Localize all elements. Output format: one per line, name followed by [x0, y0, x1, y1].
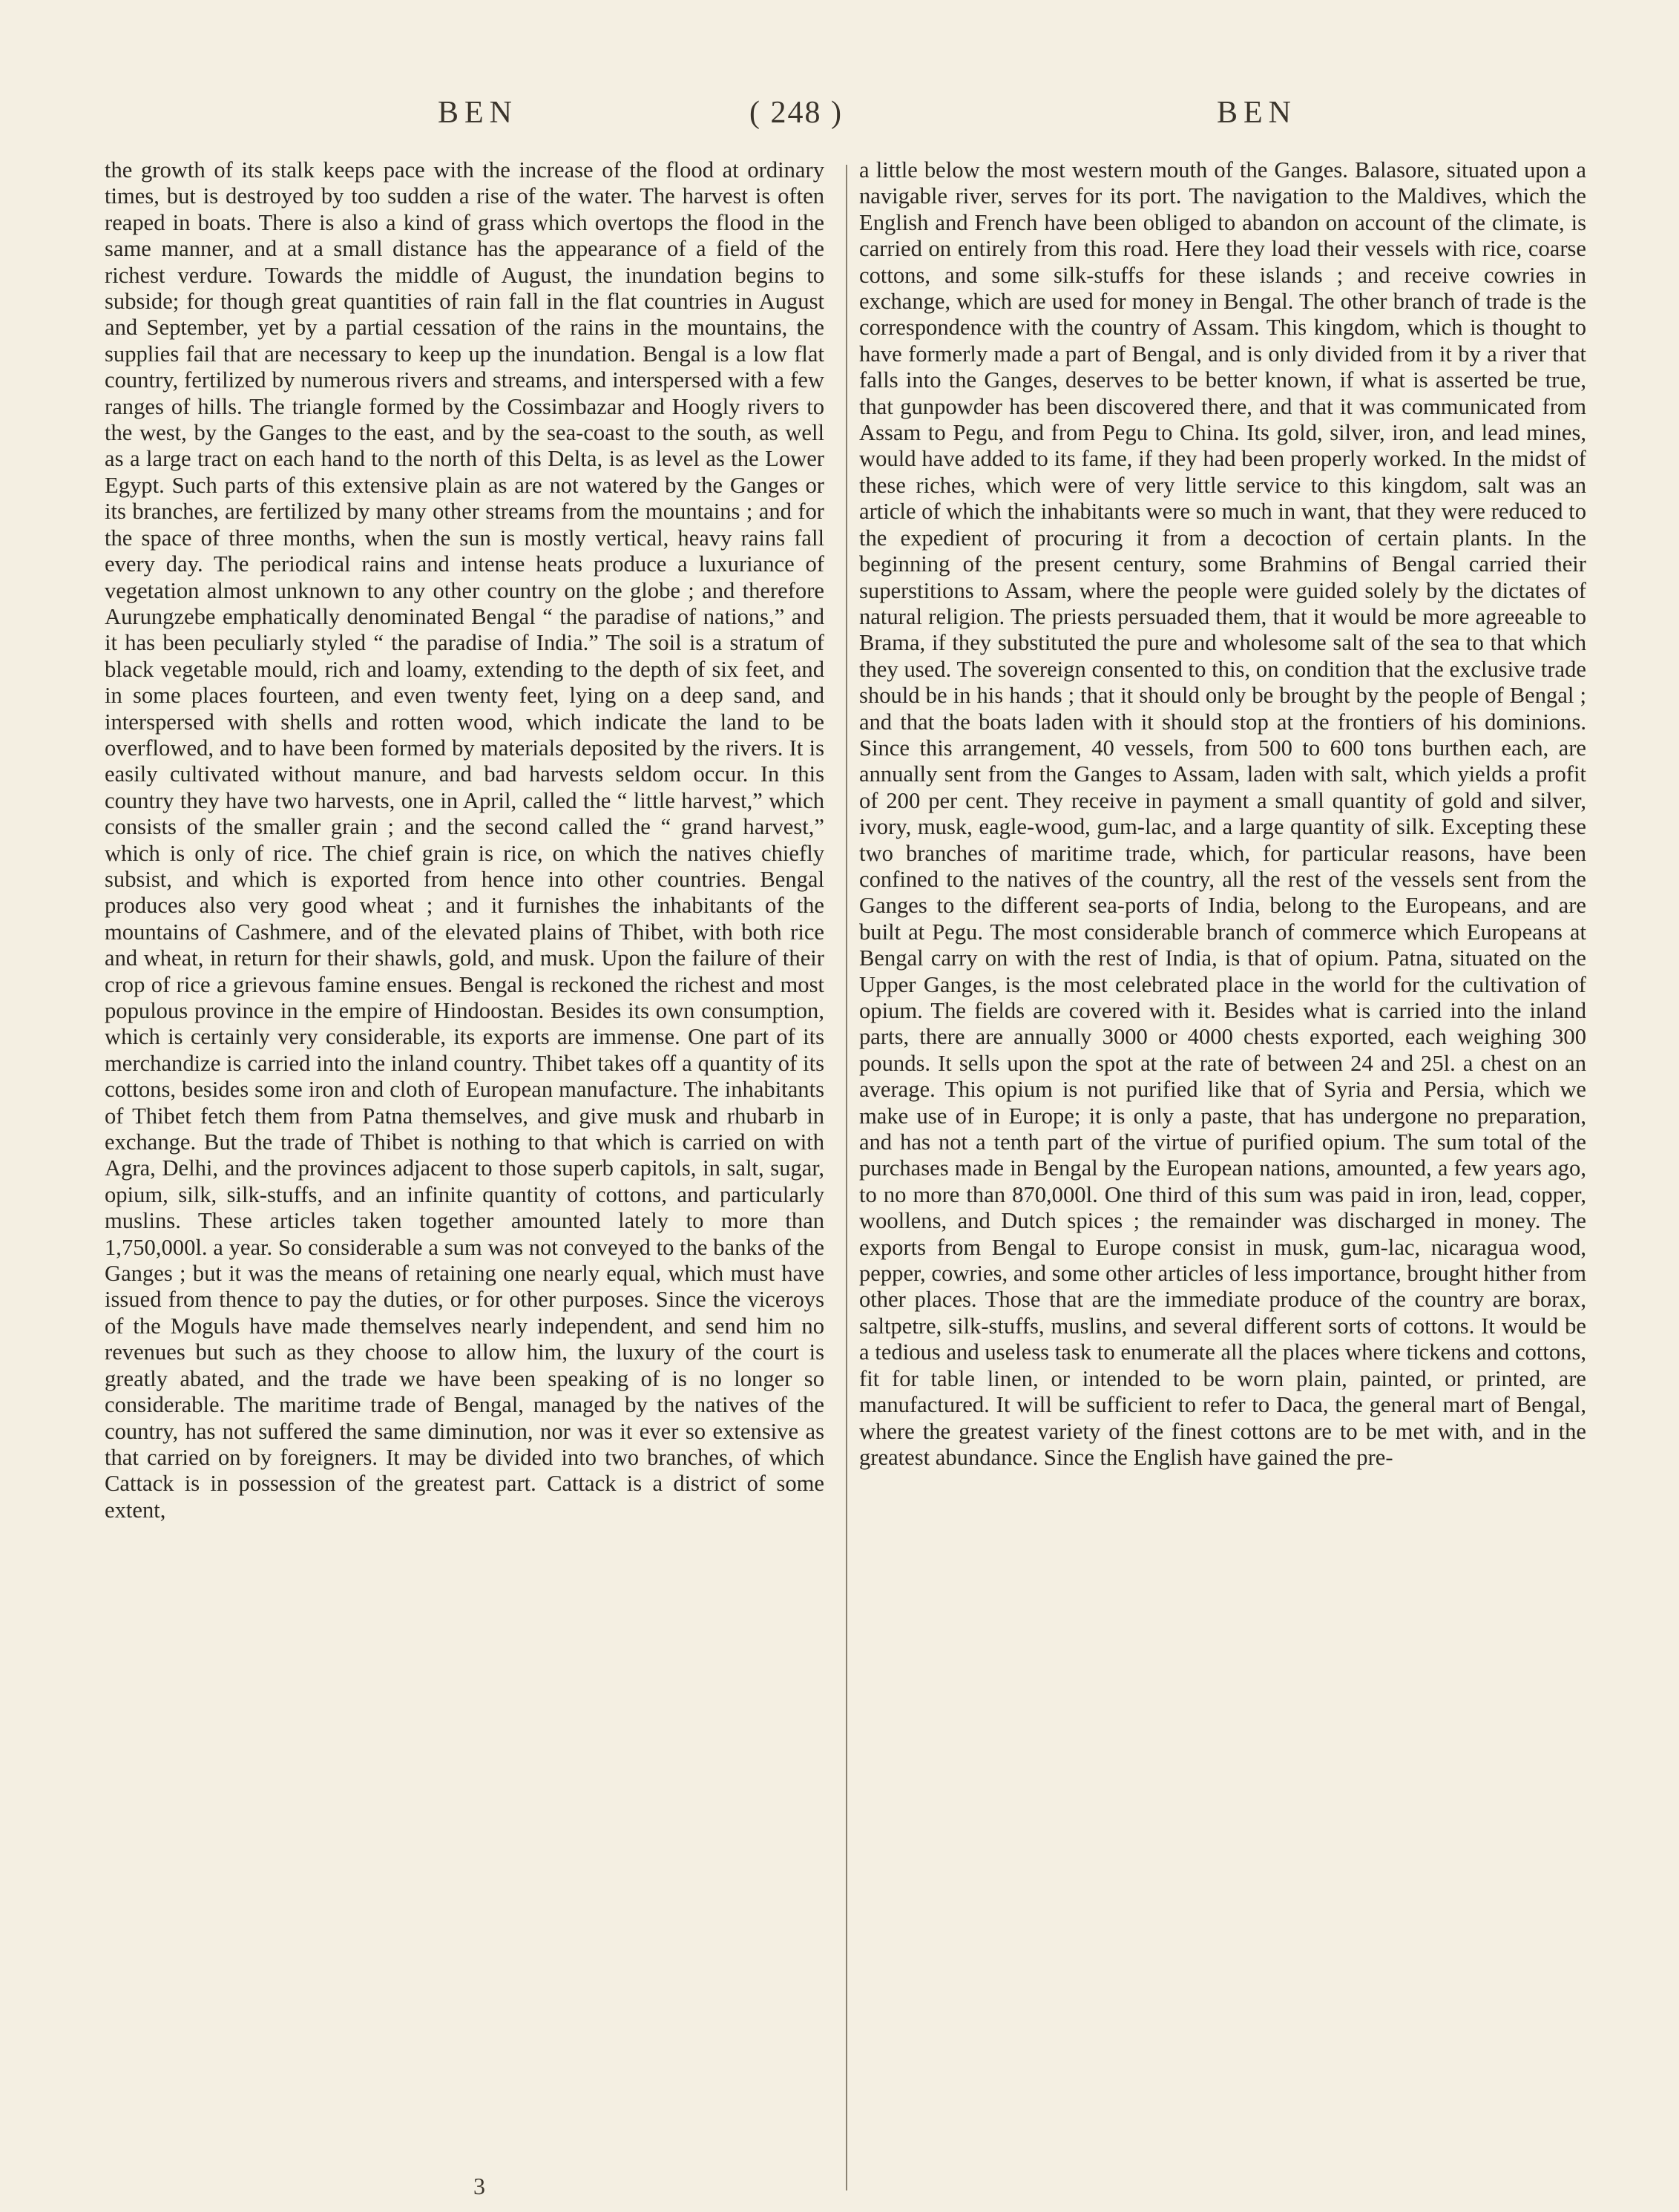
- left-column-text: the growth of its stalk keeps pace with the increase of the flood at ordinary times, but is destroyed by too sudden a rise of the water. The harvest is often reaped in boats. There is also a kind of grass which overtops the flood in the same manner, and at a small distance has the appearance of a field of the richest verdure. Towards the middle of August, the inundation begins to subside; for though great quantities of rain fall in the flat countries in August and September, yet by a partial cessation of the rains in the mountains, the supplies fail that are necessary to keep up the inundation. Bengal is a low flat country, fertilized by numerous rivers and streams, and interspersed with a few ranges of hills. The triangle formed by the Cossimbazar and Hoogly rivers to the west, by the Ganges to the east, and by the sea-coast to the south, as well as a large tract on each hand to the north of this Delta, is as level as the Lower Egypt. Such parts of this extensive plain as are not watered by the Ganges or its branches, are fertilized by many other streams from the mountains ; and for the space of three months, when the sun is mostly vertical, heavy rains fall every day. The periodical rains and intense heats produce a luxuriance of vegetation almost unknown to any other country on the globe ; and therefore Aurungzebe emphatically denominated Bengal “ the paradise of nations,” and it has been peculiarly styled “ the paradise of India.” The soil is a stratum of black vegetable mould, rich and loamy, extending to the depth of six feet, and in some places fourteen, and even twenty feet, lying on a deep sand, and interspersed with shells and rotten wood, which indicate the land to be overflowed, and to have been formed by materials deposited by the rivers. It is easily cultivated without manure, and bad harvests seldom occur. In this country they have two harvests, one in April, called the “ little harvest,” which consists of the smaller grain ; and the second called the “ grand harvest,” which is only of rice. The chief grain is rice, on which the natives chiefly subsist, and which is exported from hence into other countries. Bengal produces also very good wheat ; and it furnishes the inhabitants of the mountains of Cashmere, and of the elevated plains of Thibet, with both rice and wheat, in return for their shawls, gold, and musk. Upon the failure of their crop of rice a grievous famine ensues. Bengal is reckoned the richest and most populous province in the empire of Hindoostan. Besides its own consumption, which is certainly very considerable, its exports are immense. One part of its merchandize is carried into the inland country. Thibet takes off a quantity of its cottons, besides some iron and cloth of European manufacture. The inhabitants of Thibet fetch them from Patna themselves, and give musk and rhubarb in exchange. But the trade of Thibet is nothing to that which is carried on with Agra, Delhi, and the provinces adjacent to those superb capitols, in salt, sugar, opium, silk, silk-stuffs, and an infinite quantity of cottons, and particularly muslins. These articles taken together amounted lately to more than 1,750,000l. a year. So considerable a sum was not conveyed to the banks of the Ganges ; but it was the means of retaining one nearly equal, which must have issued from thence to pay the duties, or for other purposes. Since the viceroys of the Moguls have made themselves nearly independent, and send him no revenues but such as they choose to allow him, the luxury of the court is greatly abated, and the trade we have been speaking of is no longer so considerable. The maritime trade of Bengal, managed by the natives of the country, has not suffered the same diminution, nor was it ever so extensive as that carried on by foreigners. It may be divided into two branches, of which Cattack is in possession of the greatest part. Cattack is a district of some extent,: [105, 157, 824, 1523]
- header-left-title: BEN: [438, 96, 518, 130]
- right-column-text: a little below the most western mouth of the Ganges. Balasore, situated upon a navigable river, serves for its port. The navigation to the Maldives, which the English and French have been obliged to abandon on account of the climate, is carried on entirely from this road. Here they load their vessels with rice, coarse cottons, and some silk-stuffs for these islands ; and receive cowries in exchange, which are used for money in Bengal. The other branch of trade is the correspondence with the country of Assam. This kingdom, which is thought to have formerly made a part of Bengal, and is only divided from it by a river that falls into the Ganges, deserves to be better known, if what is asserted be true, that gunpowder has been discovered there, and that it was communicated from Assam to Pegu, and from Pegu to China. Its gold, silver, iron, and lead mines, would have added to its fame, if they had been properly worked. In the midst of these riches, which were of very little service to this kingdom, salt was an article of which the inhabitants were so much in want, that they were reduced to the expedient of procuring it from a decoction of certain plants. In the beginning of the present century, some Brahmins of Bengal carried their superstitions to Assam, where the people were guided solely by the dictates of natural religion. The priests persuaded them, that it would be more agreeable to Brama, if they substituted the pure and wholesome salt of the sea to that which they used. The sovereign consented to this, on condition that the exclusive trade should be in his hands ; that it should only be brought by the people of Bengal ; and that the boats laden with it should stop at the frontiers of his dominions. Since this arrangement, 40 vessels, from 500 to 600 tons burthen each, are annually sent from the Ganges to Assam, laden with salt, which yields a profit of 200 per cent. They receive in payment a small quantity of gold and silver, ivory, musk, eagle-wood, gum-lac, and a large quantity of silk. Excepting these two branches of maritime trade, which, for particular reasons, have been confined to the natives of the country, all the rest of the vessels sent from the Ganges to the different sea-ports of India, belong to the Europeans, and are built at Pegu. The most considerable branch of commerce which Europeans at Bengal carry on with the rest of India, is that of opium. Patna, situated on the Upper Ganges, is the most celebrated place in the world for the cultivation of opium. The fields are covered with it. Besides what is carried into the inland parts, there are annually 3000 or 4000 chests exported, each weighing 300 pounds. It sells upon the spot at the rate of between 24 and 25l. a chest on an average. This opium is not purified like that of Syria and Persia, which we make use of in Europe; it is only a paste, that has undergone no preparation, and has not a tenth part of the virtue of purified opium. The sum total of the purchases made in Bengal by the European nations, amounted, a few years ago, to no more than 870,000l. One third of this sum was paid in iron, lead, copper, woollens, and Dutch spices ; the remainder was discharged in money. The exports from Bengal to Europe consist in musk, gum-lac, nicaragua wood, pepper, cowries, and some other articles of less importance, brought hither from other places. Those that are the immediate produce of the country are borax, saltpetre, silk-stuffs, muslins, and several different sorts of cottons. It would be a tedious and useless task to enumerate all the places where tickens and cottons, fit for table linen, or intended to be worn plain, painted, or printed, are manufactured. It will be sufficient to refer to Daca, the general mart of Bengal, where the greatest variety of the finest cottons are to be met with, and in the greatest abundance. Since the English have gained the pre-: [859, 157, 1586, 1470]
- running-header: [0, 95, 1679, 140]
- column-divider: [846, 165, 847, 2190]
- signature-mark: 3: [473, 2173, 485, 2199]
- page-number: ( 248 ): [749, 96, 843, 130]
- header-right-title: BEN: [1217, 96, 1297, 130]
